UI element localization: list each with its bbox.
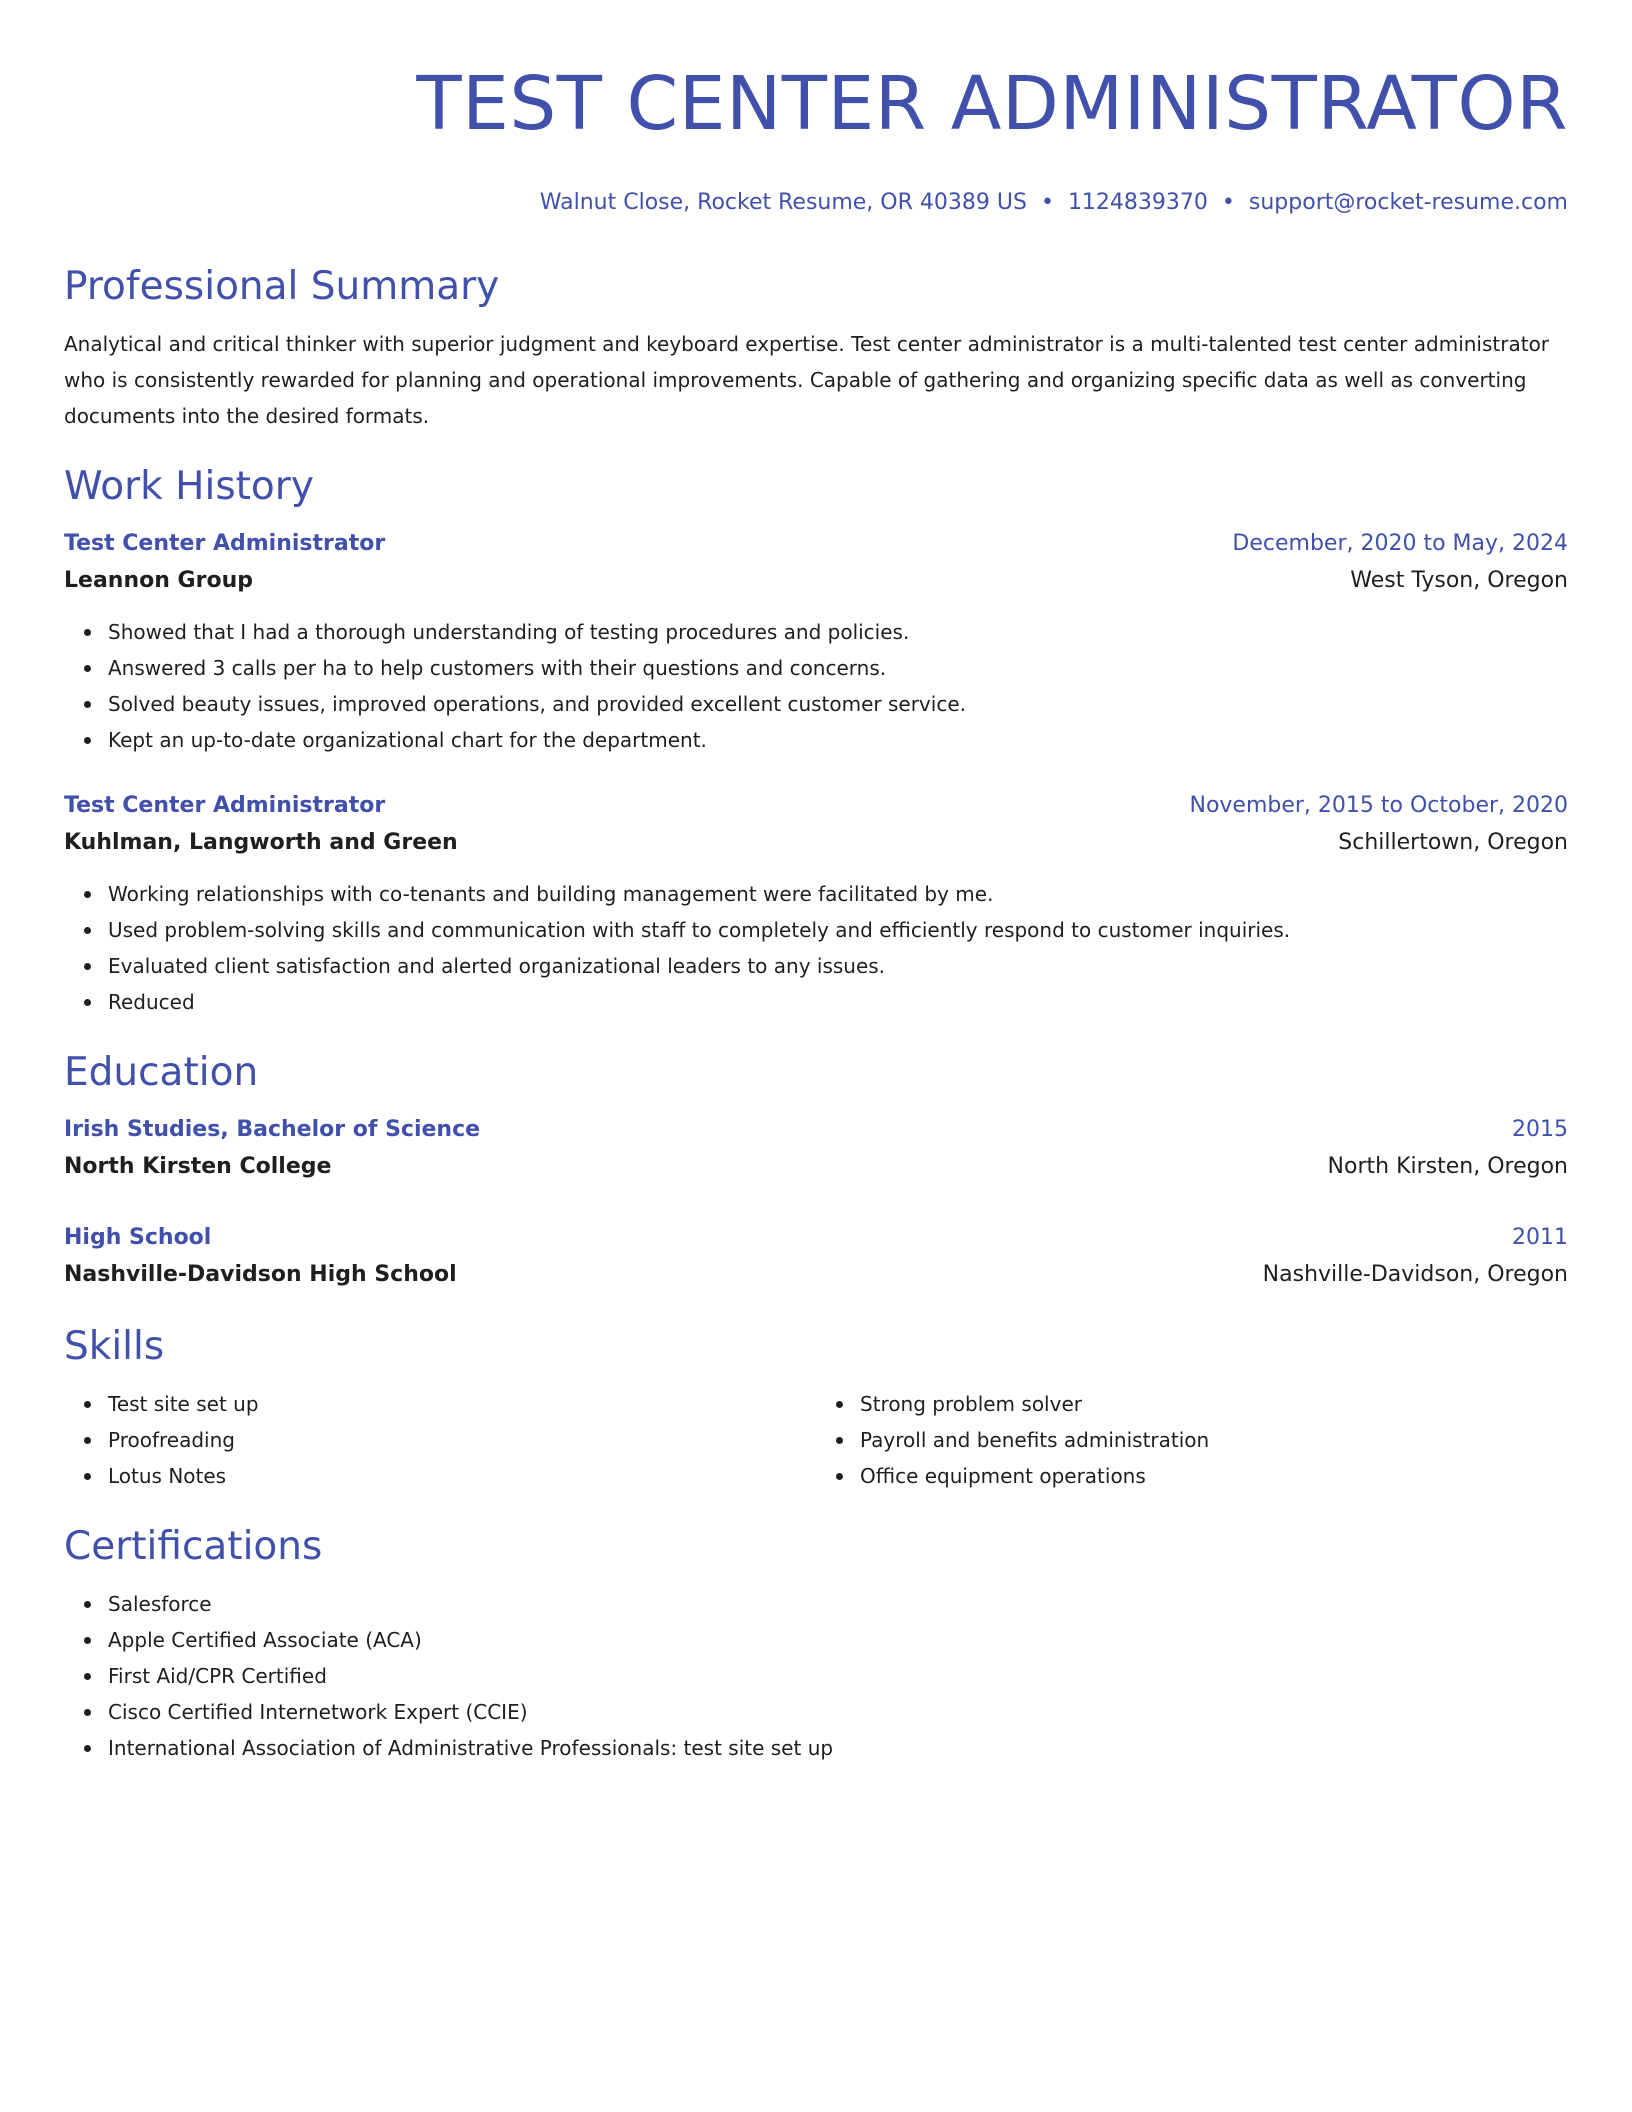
job-bullets xyxy=(64,614,1568,758)
skills-list-right xyxy=(816,1386,1568,1494)
contact-address: Walnut Close, Rocket Resume, OR 40389 US xyxy=(539,190,1027,215)
summary-text: Analytical and critical thinker with superior judgment and keyboard expertise. Test center administrator is a multi-talented test center administrator who is consistently rewarded for planning and operational improvements. Capable of gathering and organizing specific data as well as converting documents into the desired formats. xyxy=(64,332,1550,428)
job-title-row xyxy=(64,526,1568,562)
skill-item: Proofreading xyxy=(108,1422,816,1458)
contact-separator: • xyxy=(1040,190,1054,215)
job-bullet: Evaluated client satisfaction and alerted organizational leaders to any issues. xyxy=(108,948,1568,984)
school-name: North Kirsten College xyxy=(64,1154,332,1179)
job-bullet: Showed that I had a thorough understanding of testing procedures and policies. xyxy=(108,614,1568,650)
school-name: Nashville-Davidson High School xyxy=(64,1262,457,1287)
degree-row xyxy=(64,1112,1568,1148)
education-entry xyxy=(64,1220,1568,1294)
job-company-row xyxy=(64,824,1568,862)
degree-title: Irish Studies, Bachelor of Science xyxy=(64,1117,481,1142)
job-location: West Tyson, Oregon xyxy=(1350,568,1568,593)
job-title: Test Center Administrator xyxy=(64,531,386,556)
skill-item: Test site set up xyxy=(108,1386,816,1422)
resume-title: TEST CENTER ADMINISTRATOR xyxy=(416,61,1568,147)
contact-email: support@rocket-resume.com xyxy=(1248,190,1568,215)
job-title: Test Center Administrator xyxy=(64,793,386,818)
job-bullet: Reduced xyxy=(108,984,1568,1020)
skill-item: Lotus Notes xyxy=(108,1458,816,1494)
job-bullet: Solved beauty issues, improved operations, and provided excellent customer service. xyxy=(108,686,1568,722)
job-bullet: Answered 3 calls per ha to help customers with their questions and concerns. xyxy=(108,650,1568,686)
degree-year: 2011 xyxy=(1512,1225,1568,1250)
certification-item: First Aid/CPR Certified xyxy=(108,1658,1568,1694)
summary-heading: Professional Summary xyxy=(64,264,500,309)
degree-title: High School xyxy=(64,1225,212,1250)
job-bullet: Kept an up-to-date organizational chart for the department. xyxy=(108,722,1568,758)
job-dates: November, 2015 to October, 2020 xyxy=(1189,793,1568,818)
certifications-list xyxy=(64,1586,1568,1766)
job-dates: December, 2020 to May, 2024 xyxy=(1232,531,1568,556)
job-company: Kuhlman, Langworth and Green xyxy=(64,830,458,855)
certification-item: International Association of Administrative Professionals: test site set up xyxy=(108,1730,1568,1766)
degree-row xyxy=(64,1220,1568,1256)
school-row xyxy=(64,1148,1568,1186)
job-location: Schillertown, Oregon xyxy=(1338,830,1568,855)
certification-item: Salesforce xyxy=(108,1586,1568,1622)
certifications-heading: Certifications xyxy=(64,1524,323,1569)
school-location: Nashville-Davidson, Oregon xyxy=(1262,1262,1568,1287)
degree-year: 2015 xyxy=(1512,1117,1568,1142)
job-company-row xyxy=(64,562,1568,600)
job-entry xyxy=(64,788,1568,1020)
skill-item: Office equipment operations xyxy=(860,1458,1568,1494)
certification-item: Apple Certified Associate (ACA) xyxy=(108,1622,1568,1658)
job-company: Leannon Group xyxy=(64,568,253,593)
skills-columns xyxy=(64,1386,1568,1494)
education-entry xyxy=(64,1112,1568,1186)
skills-heading: Skills xyxy=(64,1324,165,1369)
contact-phone: 1124839370 xyxy=(1067,190,1208,215)
school-location: North Kirsten, Oregon xyxy=(1327,1154,1568,1179)
job-entry xyxy=(64,526,1568,758)
job-bullet: Working relationships with co-tenants and building management were facilitated by me. xyxy=(108,876,1568,912)
work-history-heading: Work History xyxy=(64,464,314,509)
job-bullet: Used problem-solving skills and communication with staff to completely and efficiently respond to customer inquiries. xyxy=(108,912,1568,948)
school-row xyxy=(64,1256,1568,1294)
job-bullets xyxy=(64,876,1568,1020)
skill-item: Strong problem solver xyxy=(860,1386,1568,1422)
job-title-row xyxy=(64,788,1568,824)
certification-item: Cisco Certified Internetwork Expert (CCIE) xyxy=(108,1694,1568,1730)
skills-list-left xyxy=(64,1386,816,1494)
education-heading: Education xyxy=(64,1050,259,1095)
contact-separator: • xyxy=(1221,190,1235,215)
contact-line xyxy=(64,188,1568,218)
skill-item: Payroll and benefits administration xyxy=(860,1422,1568,1458)
